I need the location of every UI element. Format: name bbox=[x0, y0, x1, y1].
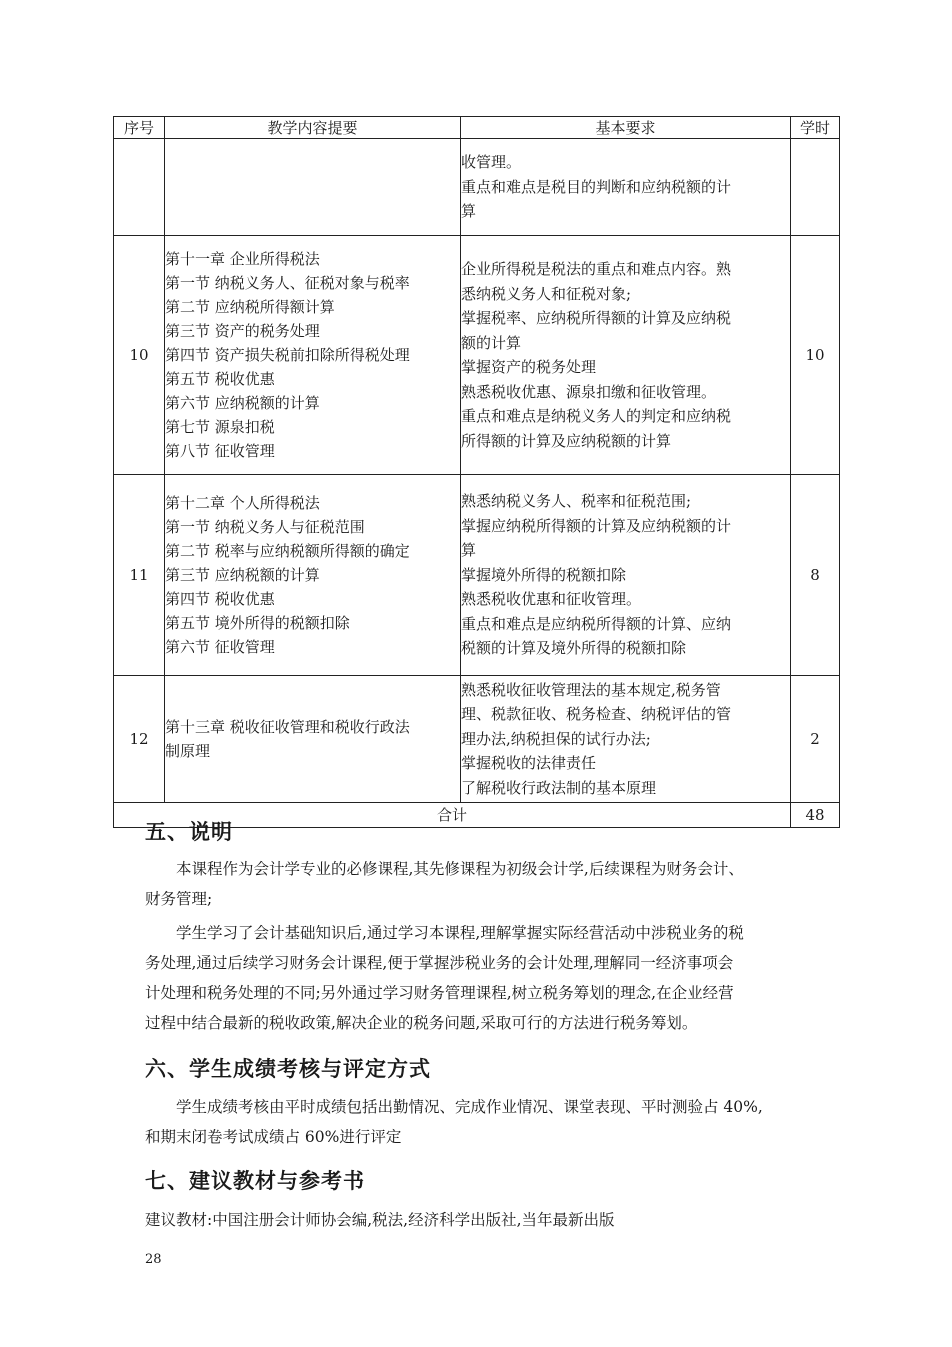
table-row bbox=[114, 475, 840, 676]
syllabus-table bbox=[113, 116, 840, 828]
requirement-line: 理、税款征收、税务检查、纳税评估的管 bbox=[461, 705, 732, 724]
row-requirements bbox=[461, 236, 791, 475]
row-requirements bbox=[461, 139, 791, 236]
header-content: 教学内容提要 bbox=[165, 117, 461, 139]
requirement-line: 所得额的计算及应纳税额的计算 bbox=[461, 431, 672, 450]
row-hours: 10 bbox=[791, 236, 840, 475]
content-line: 第十二章 个人所得税法 bbox=[165, 494, 320, 512]
content-line: 第六节 征收管理 bbox=[165, 638, 275, 656]
content-line: 第一节 纳税义务人与征税范围 bbox=[165, 518, 365, 536]
table-row bbox=[114, 139, 840, 236]
requirement-line: 掌握税收的法律责任 bbox=[461, 754, 597, 773]
row-no bbox=[114, 139, 165, 236]
content-line: 第六节 应纳税额的计算 bbox=[165, 394, 320, 412]
requirement-line: 掌握境外所得的税额扣除 bbox=[461, 565, 627, 584]
requirement-line: 掌握资产的税务处理 bbox=[461, 358, 597, 376]
row-no: 10 bbox=[114, 236, 165, 475]
requirement-line: 额的计算 bbox=[461, 333, 522, 352]
content-line: 第五节 税收优惠 bbox=[165, 370, 275, 388]
total-label: 合计 bbox=[114, 803, 791, 828]
requirement-line: 理办法,纳税担保的试行办法; bbox=[461, 729, 651, 748]
content-line: 第四节 税收优惠 bbox=[165, 590, 275, 608]
paragraph: 建议教材:中国注册会计师协会编,税法,经济科学出版社,当年最新出版 bbox=[145, 1211, 615, 1229]
content-line: 第三节 应纳税额的计算 bbox=[165, 566, 320, 584]
content-line: 第三节 资产的税务处理 bbox=[165, 322, 320, 340]
section-title-assessment: 六、学生成绩考核与评定方式 bbox=[145, 1057, 431, 1081]
content-line: 第十三章 税收征收管理和税收行政法 bbox=[165, 718, 410, 736]
requirement-line: 熟悉税收优惠、源泉扣缴和征收管理。 bbox=[461, 382, 717, 401]
content-line: 第四节 资产损失税前扣除所得税处理 bbox=[165, 346, 410, 364]
header-no: 序号 bbox=[114, 117, 165, 139]
section-title-explanation: 五、说明 bbox=[145, 820, 233, 844]
requirement-line: 熟悉税收征收管理法的基本规定,税务管 bbox=[461, 680, 721, 699]
row-content bbox=[165, 236, 461, 475]
requirement-line: 熟悉税收优惠和征收管理。 bbox=[461, 590, 642, 609]
row-no: 11 bbox=[114, 475, 165, 676]
requirement-line: 重点和难点是纳税义务人的判定和应纳税 bbox=[461, 407, 732, 425]
requirement-line: 掌握应纳税所得额的计算及应纳税额的计 bbox=[461, 516, 732, 535]
requirement-line: 算 bbox=[461, 541, 477, 560]
header-hours: 学时 bbox=[791, 117, 840, 139]
row-hours bbox=[791, 139, 840, 236]
content-line: 第二节 应纳税所得额计算 bbox=[165, 298, 335, 316]
table-header-row bbox=[114, 117, 840, 139]
requirement-line: 熟悉纳税义务人、税率和征税范围; bbox=[461, 492, 692, 511]
row-requirements bbox=[461, 676, 791, 803]
requirement-line: 算 bbox=[461, 202, 477, 221]
page-number: 28 bbox=[145, 1252, 162, 1267]
requirement-line: 重点和难点是应纳税所得额的计算、应纳 bbox=[461, 614, 732, 633]
requirement-line: 企业所得税是税法的重点和难点内容。熟 bbox=[461, 260, 732, 278]
content-line: 第十一章 企业所得税法 bbox=[165, 250, 320, 268]
requirement-line: 了解税收行政法制的基本原理 bbox=[461, 778, 657, 797]
table-row bbox=[114, 236, 840, 475]
content-line: 第七节 源泉扣税 bbox=[165, 418, 275, 436]
requirement-line: 收管理。 bbox=[461, 153, 522, 172]
section-title-textbooks: 七、建议教材与参考书 bbox=[145, 1169, 365, 1193]
row-content bbox=[165, 676, 461, 803]
content-line: 第五节 境外所得的税额扣除 bbox=[165, 614, 350, 632]
requirement-line: 税额的计算及境外所得的税额扣除 bbox=[461, 639, 687, 658]
paragraph: 本课程作为会计学专业的必修课程,其先修课程为初级会计学,后续课程为财务会计、 财务管理; bbox=[145, 860, 744, 908]
row-hours: 2 bbox=[791, 676, 840, 803]
requirement-line: 重点和难点是税目的判断和应纳税额的计 bbox=[461, 177, 732, 196]
total-hours: 48 bbox=[791, 803, 840, 828]
row-hours: 8 bbox=[791, 475, 840, 676]
requirement-line: 悉纳税义务人和征税对象; bbox=[461, 284, 632, 303]
row-content bbox=[165, 139, 461, 236]
header-requirements: 基本要求 bbox=[461, 117, 791, 139]
content-line: 第二节 税率与应纳税额所得额的确定 bbox=[165, 542, 410, 560]
paragraph: 学生学习了会计基础知识后,通过学习本课程,理解掌握实际经营活动中涉税业务的税 务处理,通过后续学习财务会计课程,便于掌握涉税业务的会计处理,理解同一经济事项会 计处理和税务处理的不同;另外通过学习财务管理课程,树立税务筹划的理念,在企业经营 过程中结合最新的税收政策,解决企业的税务问题,采取可行的方法进行税务筹划。 bbox=[145, 924, 744, 1032]
row-content bbox=[165, 475, 461, 676]
content-line: 制原理 bbox=[165, 742, 211, 760]
paragraph: 学生成绩考核由平时成绩包括出勤情况、完成作业情况、课堂表现、平时测验占 40%, 和期末闭卷考试成绩占 60%进行评定 bbox=[145, 1098, 763, 1146]
requirement-line: 掌握税率、应纳税所得额的计算及应纳税 bbox=[461, 309, 732, 327]
content-line: 第八节 征收管理 bbox=[165, 442, 275, 460]
table-row bbox=[114, 676, 840, 803]
row-requirements bbox=[461, 475, 791, 676]
content-line: 第一节 纳税义务人、征税对象与税率 bbox=[165, 274, 410, 292]
row-no: 12 bbox=[114, 676, 165, 803]
